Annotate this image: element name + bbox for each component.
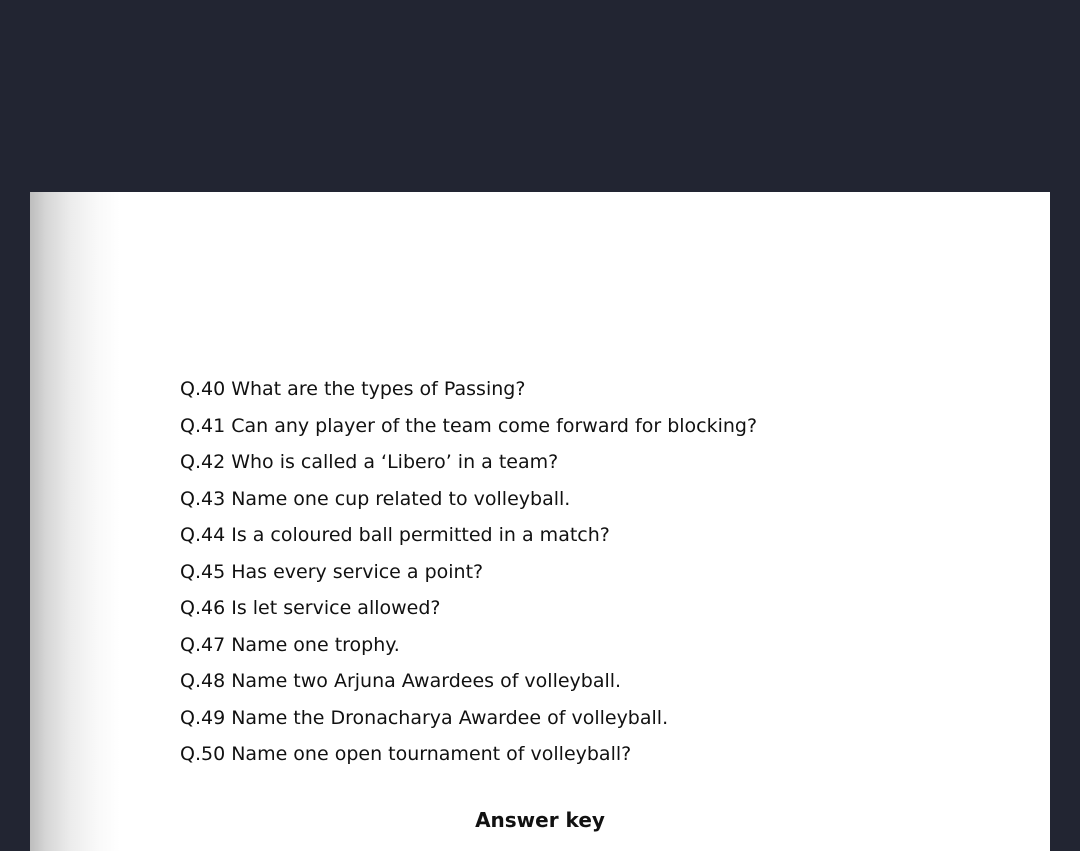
question-list: [180, 371, 757, 773]
question-item: Q.49 Name the Dronacharya Awardee of volleyball.: [180, 706, 669, 729]
document-page[interactable]: [30, 192, 1050, 851]
page-fold-shadow: [30, 192, 120, 851]
question-item: Q.45 Has every service a point?: [180, 560, 484, 583]
question-item: Q.43 Name one cup related to volleyball.: [180, 487, 571, 510]
answer-key-heading: Answer key: [475, 808, 605, 832]
question-item: Q.40 What are the types of Passing?: [180, 378, 526, 400]
question-item: Q.42 Who is called a ‘Libero’ in a team?: [180, 451, 559, 473]
question-item: Q.50 Name one open tournament of volleyball?: [180, 743, 632, 765]
question-item: Q.46 Is let service allowed?: [180, 597, 441, 619]
question-item: Q.41 Can any player of the team come forward for blocking?: [180, 414, 758, 437]
question-item: Q.44 Is a coloured ball permitted in a match?: [180, 524, 610, 546]
question-item: Q.48 Name two Arjuna Awardees of volleyball.: [180, 670, 622, 692]
question-item: Q.47 Name one trophy.: [180, 633, 400, 656]
